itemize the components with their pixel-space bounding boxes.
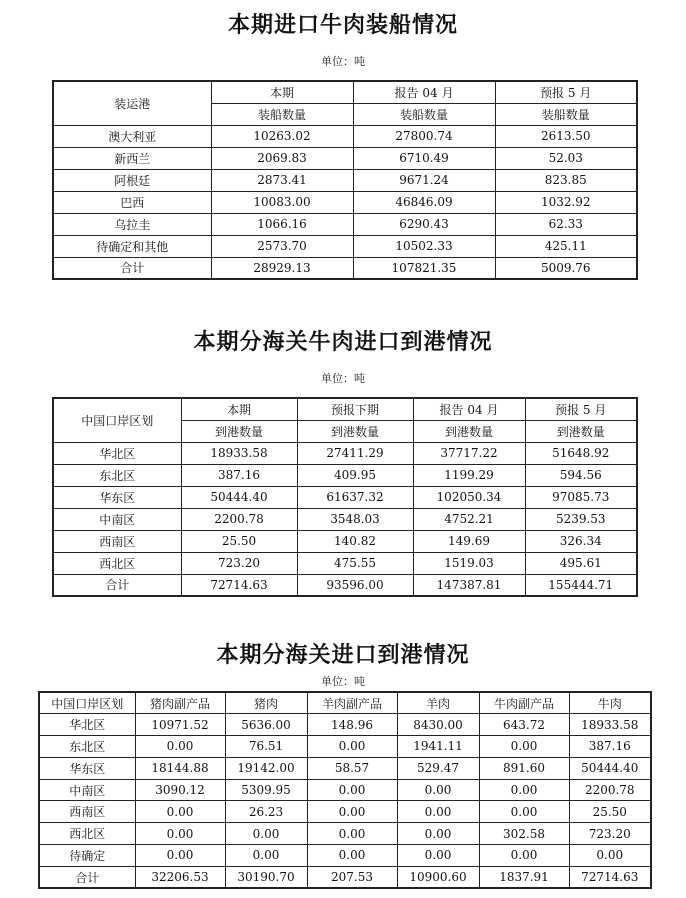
value-cell: 2200.78 [569, 779, 651, 801]
value-cell: 0.00 [307, 823, 397, 845]
value-cell: 10502.33 [353, 235, 495, 257]
table1-row-header: 装运港 [53, 81, 211, 125]
table-row [53, 552, 637, 574]
value-cell: 0.00 [135, 823, 225, 845]
value-cell: 409.95 [297, 464, 413, 486]
column-header: 羊肉副产品 [307, 692, 397, 714]
value-cell: 1519.03 [413, 552, 525, 574]
table-row [53, 147, 637, 169]
table-row [53, 464, 637, 486]
table-row [53, 574, 637, 596]
value-cell: 58.57 [307, 757, 397, 779]
value-cell: 5009.76 [495, 257, 637, 279]
value-cell: 148.96 [307, 714, 397, 736]
value-cell: 18933.58 [181, 442, 297, 464]
value-cell: 2613.50 [495, 125, 637, 147]
row-label: 巴西 [53, 191, 211, 213]
value-cell: 19142.00 [225, 757, 307, 779]
value-cell: 107821.35 [353, 257, 495, 279]
value-cell: 51648.92 [525, 442, 637, 464]
value-cell: 495.61 [525, 552, 637, 574]
value-cell: 10083.00 [211, 191, 353, 213]
value-cell: 155444.71 [525, 574, 637, 596]
row-label: 待确定和其他 [53, 235, 211, 257]
value-cell: 102050.34 [413, 486, 525, 508]
value-cell: 72714.63 [569, 866, 651, 888]
value-cell: 0.00 [397, 845, 479, 867]
value-cell: 18144.88 [135, 757, 225, 779]
value-cell: 0.00 [307, 845, 397, 867]
value-cell: 10971.52 [135, 714, 225, 736]
value-cell: 0.00 [479, 801, 569, 823]
row-label: 东北区 [53, 464, 181, 486]
row-label: 合计 [39, 866, 135, 888]
value-cell: 0.00 [569, 845, 651, 867]
table3-title: 本期分海关进口到港情况 [216, 643, 470, 668]
value-cell: 2873.41 [211, 169, 353, 191]
value-cell: 25.50 [181, 530, 297, 552]
value-cell: 0.00 [397, 823, 479, 845]
value-cell: 4752.21 [413, 508, 525, 530]
value-cell: 52.03 [495, 147, 637, 169]
value-cell: 72714.63 [181, 574, 297, 596]
value-cell: 2200.78 [181, 508, 297, 530]
value-cell: 30190.70 [225, 866, 307, 888]
table2-title: 本期分海关牛肉进口到港情况 [193, 330, 493, 355]
value-cell: 93596.00 [297, 574, 413, 596]
value-cell: 0.00 [397, 801, 479, 823]
table-row [39, 823, 651, 845]
value-cell: 50444.40 [181, 486, 297, 508]
table2-unit-label: 单位：吨 [321, 372, 365, 385]
value-cell: 0.00 [479, 736, 569, 758]
table2-sub-header: 到港数量 [181, 420, 297, 442]
table-row [39, 801, 651, 823]
row-label: 西北区 [53, 552, 181, 574]
row-label: 新西兰 [53, 147, 211, 169]
row-label: 华北区 [39, 714, 135, 736]
value-cell: 26.23 [225, 801, 307, 823]
value-cell: 149.69 [413, 530, 525, 552]
value-cell: 147387.81 [413, 574, 525, 596]
value-cell: 1199.29 [413, 464, 525, 486]
value-cell: 723.20 [569, 823, 651, 845]
column-header: 猪肉 [225, 692, 307, 714]
value-cell: 1032.92 [495, 191, 637, 213]
row-label: 乌拉圭 [53, 213, 211, 235]
table-row [53, 257, 637, 279]
value-cell: 0.00 [135, 801, 225, 823]
row-label: 华东区 [53, 486, 181, 508]
value-cell: 32206.53 [135, 866, 225, 888]
value-cell: 529.47 [397, 757, 479, 779]
value-cell: 62.33 [495, 213, 637, 235]
value-cell: 6290.43 [353, 213, 495, 235]
column-header: 牛肉副产品 [479, 692, 569, 714]
row-label: 澳大利亚 [53, 125, 211, 147]
value-cell: 2573.70 [211, 235, 353, 257]
value-cell: 50444.40 [569, 757, 651, 779]
value-cell: 594.56 [525, 464, 637, 486]
value-cell: 0.00 [225, 845, 307, 867]
column-header: 牛肉 [569, 692, 651, 714]
column-header: 猪肉副产品 [135, 692, 225, 714]
value-cell: 0.00 [307, 801, 397, 823]
value-cell: 0.00 [225, 823, 307, 845]
value-cell: 425.11 [495, 235, 637, 257]
value-cell: 891.60 [479, 757, 569, 779]
value-cell: 25.50 [569, 801, 651, 823]
table-row [39, 714, 651, 736]
table-row [39, 845, 651, 867]
value-cell: 46846.09 [353, 191, 495, 213]
column-header: 中国口岸区划 [39, 692, 135, 714]
table-row [53, 530, 637, 552]
value-cell: 0.00 [307, 779, 397, 801]
table-row [53, 486, 637, 508]
value-cell: 8430.00 [397, 714, 479, 736]
table2-col-group: 本期 [181, 398, 297, 420]
value-cell: 28929.13 [211, 257, 353, 279]
table2-col-group: 报告 04 月 [413, 398, 525, 420]
row-label: 合计 [53, 257, 211, 279]
table1-title: 本期进口牛肉装船情况 [227, 13, 458, 38]
row-label: 华东区 [39, 757, 135, 779]
row-label: 中南区 [53, 508, 181, 530]
row-label: 西北区 [39, 823, 135, 845]
table-header-row [39, 692, 651, 714]
arrival-category-table [38, 691, 652, 889]
value-cell: 0.00 [479, 779, 569, 801]
table1-sub-header: 装船数量 [211, 103, 353, 125]
value-cell: 387.16 [569, 736, 651, 758]
table-row [53, 191, 637, 213]
value-cell: 1837.91 [479, 866, 569, 888]
table-row [53, 213, 637, 235]
value-cell: 2069.83 [211, 147, 353, 169]
row-label: 中南区 [39, 779, 135, 801]
value-cell: 0.00 [397, 779, 479, 801]
table-row [53, 125, 637, 147]
row-label: 阿根廷 [53, 169, 211, 191]
table2-row-header: 中国口岸区划 [53, 398, 181, 442]
value-cell: 387.16 [181, 464, 297, 486]
table1-col-group: 预报 5 月 [495, 81, 637, 103]
table2-col-group: 预报 5 月 [525, 398, 637, 420]
row-label: 待确定 [39, 845, 135, 867]
value-cell: 27800.74 [353, 125, 495, 147]
table3-unit-label: 单位：吨 [321, 675, 365, 688]
table1-sub-header: 装船数量 [353, 103, 495, 125]
row-label: 东北区 [39, 736, 135, 758]
table-row [53, 169, 637, 191]
table2-col-group: 预报下期 [297, 398, 413, 420]
table1-sub-header: 装船数量 [495, 103, 637, 125]
value-cell: 37717.22 [413, 442, 525, 464]
table-row [53, 235, 637, 257]
row-label: 合计 [53, 574, 181, 596]
value-cell: 6710.49 [353, 147, 495, 169]
table1-col-group: 报告 04 月 [353, 81, 495, 103]
value-cell: 0.00 [479, 845, 569, 867]
table2-sub-header: 到港数量 [525, 420, 637, 442]
value-cell: 5636.00 [225, 714, 307, 736]
table1-col-group: 本期 [211, 81, 353, 103]
table-row [39, 779, 651, 801]
table-row [39, 757, 651, 779]
table-row [53, 508, 637, 530]
column-header: 羊肉 [397, 692, 479, 714]
table2-sub-header: 到港数量 [297, 420, 413, 442]
value-cell: 3090.12 [135, 779, 225, 801]
value-cell: 326.34 [525, 530, 637, 552]
value-cell: 302.58 [479, 823, 569, 845]
value-cell: 5239.53 [525, 508, 637, 530]
value-cell: 10263.02 [211, 125, 353, 147]
value-cell: 27411.29 [297, 442, 413, 464]
row-label: 西南区 [39, 801, 135, 823]
shipment-table [52, 80, 638, 280]
value-cell: 5309.95 [225, 779, 307, 801]
row-label: 西南区 [53, 530, 181, 552]
table-row [39, 866, 651, 888]
value-cell: 3548.03 [297, 508, 413, 530]
value-cell: 9671.24 [353, 169, 495, 191]
table-row [53, 442, 637, 464]
value-cell: 18933.58 [569, 714, 651, 736]
row-label: 华北区 [53, 442, 181, 464]
arrival-beef-table [52, 397, 638, 597]
value-cell: 61637.32 [297, 486, 413, 508]
value-cell: 207.53 [307, 866, 397, 888]
value-cell: 76.51 [225, 736, 307, 758]
value-cell: 823.85 [495, 169, 637, 191]
value-cell: 0.00 [135, 736, 225, 758]
value-cell: 97085.73 [525, 486, 637, 508]
value-cell: 1941.11 [397, 736, 479, 758]
value-cell: 0.00 [135, 845, 225, 867]
table-row [39, 736, 651, 758]
value-cell: 723.20 [181, 552, 297, 574]
value-cell: 10900.60 [397, 866, 479, 888]
value-cell: 475.55 [297, 552, 413, 574]
value-cell: 643.72 [479, 714, 569, 736]
value-cell: 140.82 [297, 530, 413, 552]
value-cell: 0.00 [307, 736, 397, 758]
table1-unit-label: 单位：吨 [321, 55, 365, 68]
value-cell: 1066.16 [211, 213, 353, 235]
table2-sub-header: 到港数量 [413, 420, 525, 442]
